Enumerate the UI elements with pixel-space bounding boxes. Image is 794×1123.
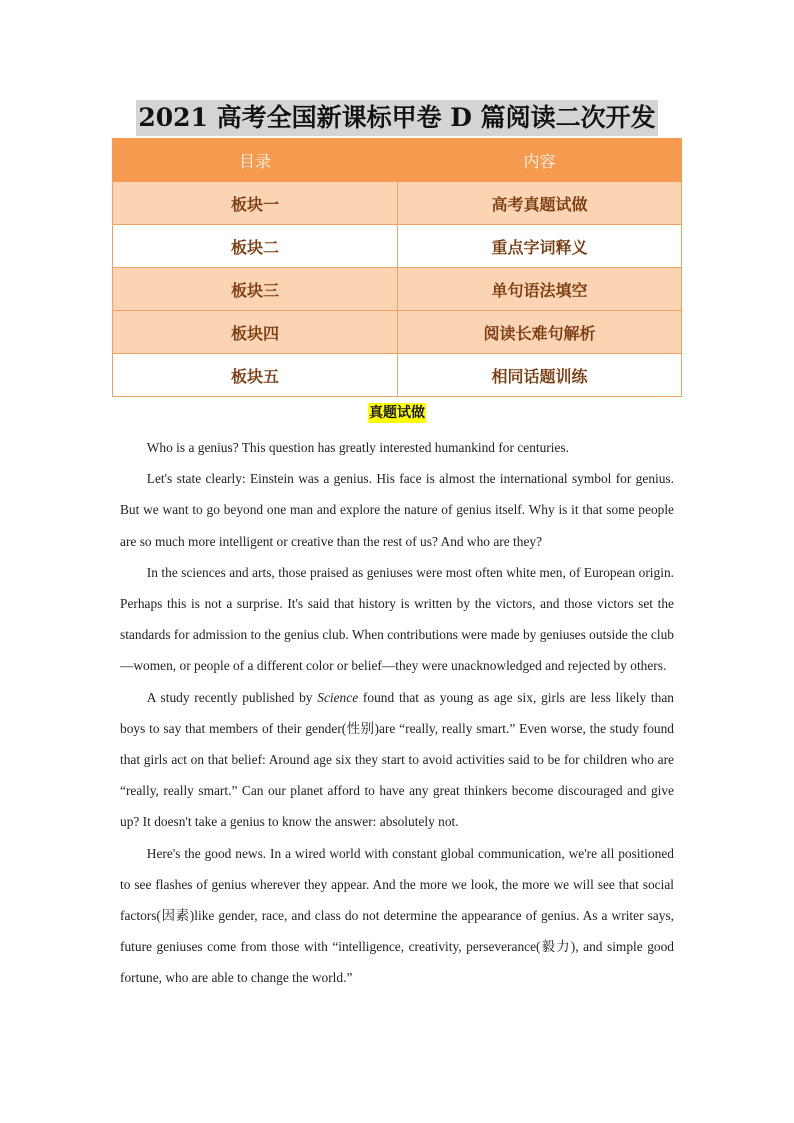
section-number: 板块四	[113, 311, 398, 354]
paragraph-3: In the sciences and arts, those praised as geniuses were most often white men, of European origin. Perhaps this is not a surprise. It's said that history is written by the victors, and those victors set the standards for admission to the genius club. When contributions were made by geniuses outside the club—women, or people of a different color or belief—they were unacknowledged and rejected by others.	[120, 564, 674, 674]
paragraph-4	[120, 682, 674, 838]
section-heading-container	[0, 402, 794, 423]
section-number: 板块二	[113, 225, 398, 268]
section-number: 板块三	[113, 268, 398, 311]
contents-table	[112, 138, 682, 397]
section-heading: 真题试做	[369, 405, 425, 421]
title-container	[0, 100, 794, 136]
section-number: 板块一	[113, 182, 398, 225]
header-catalog: 目录	[113, 139, 398, 182]
section-content: 单句语法填空	[398, 268, 682, 311]
section-content: 高考真题试做	[398, 182, 682, 225]
paragraph-5: Here's the good news. In a wired world with constant global communication, we're all positioned to see flashes of genius wherever they appear. And the more we look, the more we will see that social factors(因素)like gender, race, and class do not determine the appearance of genius. As a writer says, future geniuses come from those with “intelligence, creativity, perseverance(毅力), and simple good fortune, who are able to change the world.”	[120, 845, 674, 986]
table-row	[113, 182, 682, 225]
paragraph-4-start: A study recently published by	[146, 689, 318, 705]
table-row	[113, 268, 682, 311]
section-number: 板块五	[113, 354, 398, 397]
section-content: 重点字词释义	[398, 225, 682, 268]
header-content: 内容	[398, 139, 682, 182]
paragraph-2: Let's state clearly: Einstein was a genius. His face is almost the international symbol for genius. But we want to go beyond one man and explore the nature of genius itself. Why is it that some people are so much more intelligent or creative than the rest of us? And who are they?	[120, 471, 674, 549]
paragraph-1: Who is a genius? This question has greatly interested humankind for centuries.	[146, 440, 569, 455]
reading-passage	[120, 432, 674, 994]
table-row	[113, 225, 682, 268]
section-content: 阅读长难句解析	[398, 311, 682, 354]
document-title: 2021 高考全国新课标甲卷 D 篇阅读二次开发	[136, 100, 657, 136]
table-row	[113, 311, 682, 354]
table-row	[113, 354, 682, 397]
table-header-row	[113, 139, 682, 182]
section-content: 相同话题训练	[398, 354, 682, 397]
journal-name: Science	[317, 689, 359, 705]
paragraph-4-rest: found that as young as age six, girls are less likely than boys to say that members of their gender(性别)are “really, really smart.” Even worse, the study found that girls act on that belief: Around age six they start to avoid activities said to be for children who are “really, really smart.” Can our planet afford to have any great thinkers become discouraged and give up? It doesn't take a genius to know the answer: absolutely not.	[120, 689, 674, 830]
